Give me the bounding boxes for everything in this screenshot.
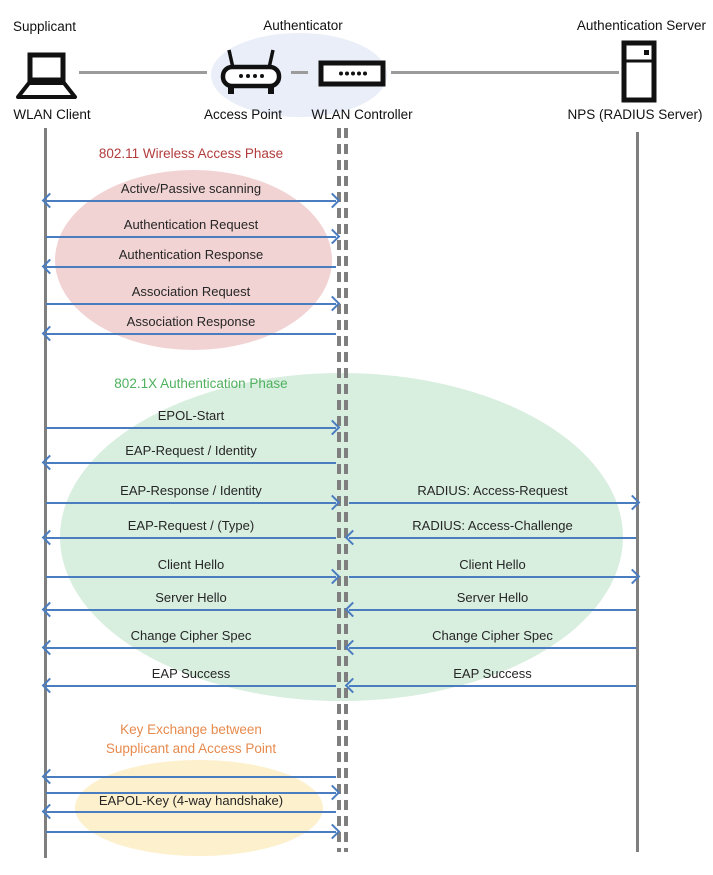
- arrow-eapol-key-1-left: [46, 776, 336, 778]
- access-point-label: Access Point: [203, 107, 283, 122]
- message-label-assoc-response: Association Response: [126, 314, 256, 329]
- message-label-radius-access-request: RADIUS: Access-Request: [417, 483, 568, 498]
- message-label-scanning: Active/Passive scanning: [120, 181, 262, 196]
- arrow-radius-access-request-right: [349, 502, 636, 504]
- message-label-eap-request-type: EAP-Request / (Type): [127, 518, 255, 533]
- wireless-access-phase-title: 802.11 Wireless Access Phase: [98, 146, 284, 161]
- message-label-radius-access-challenge: RADIUS: Access-Challenge: [412, 518, 573, 533]
- wlan-controller-label: WLAN Controller: [311, 107, 413, 122]
- supplicant-role-label: Supplicant: [13, 19, 77, 34]
- message-label-change-cipher-right: Change Cipher Spec: [432, 628, 553, 643]
- message-label-change-cipher-left: Change Cipher Spec: [130, 628, 252, 643]
- message-label-eap-response-identity: EAP-Response / Identity: [120, 483, 262, 498]
- arrow-client-hello-left-col-right: [46, 576, 336, 578]
- wlan-controller-icon: [318, 60, 386, 87]
- arrow-eap-success-left-col-left: [46, 685, 336, 687]
- arrow-auth-response-left: [46, 266, 336, 268]
- arrow-assoc-request-right: [46, 303, 336, 305]
- authenticator-lifeline-right: [344, 128, 348, 852]
- authentication-phase-title: 802.1X Authentication Phase: [114, 376, 288, 391]
- arrow-eap-success-right-col-left: [349, 685, 636, 687]
- message-label-eap-success-right: EAP Success: [453, 666, 532, 681]
- message-label-eap-success-left: EAP Success: [151, 666, 231, 681]
- arrow-eapol-key-4-right: [46, 831, 336, 833]
- arrow-assoc-response-left: [46, 333, 336, 335]
- message-label-auth-response: Authentication Response: [118, 247, 264, 262]
- arrow-radius-access-challenge-left: [349, 537, 636, 539]
- arrow-eap-response-identity-right: [46, 502, 336, 504]
- wlan-client-label: WLAN Client: [13, 107, 91, 122]
- server-icon: [621, 40, 657, 103]
- connector-controller-server: [391, 71, 619, 74]
- message-label-client-hello-left: Client Hello: [157, 557, 225, 572]
- arrow-auth-request-right: [46, 236, 336, 238]
- arrow-eap-request-type-left: [46, 537, 336, 539]
- message-label-epol-start: EPOL-Start: [157, 408, 225, 423]
- nps-radius-server-label: NPS (RADIUS Server): [567, 107, 703, 122]
- arrow-eapol-key-3-left: [46, 811, 336, 813]
- message-label-server-hello-right: Server Hello: [456, 590, 529, 605]
- auth-server-lifeline: [636, 132, 639, 852]
- arrow-epol-start-right: [46, 427, 336, 429]
- key-exchange-title-line1: Key Exchange between: [120, 722, 262, 737]
- message-label-eapol-key: EAPOL-Key (4-way handshake): [98, 793, 284, 808]
- access-point-icon: [218, 46, 284, 98]
- authentication-server-role-label: Authentication Server: [576, 18, 706, 33]
- arrow-change-cipher-right-col-left: [349, 647, 636, 649]
- message-label-assoc-request: Association Request: [131, 284, 251, 299]
- arrow-scanning-both: [46, 200, 336, 202]
- arrow-change-cipher-left-col-left: [46, 647, 336, 649]
- authenticator-role-label: Authenticator: [263, 18, 343, 33]
- laptop-icon: [14, 52, 78, 102]
- connector-client-ap: [79, 71, 207, 74]
- connector-ap-controller: [291, 71, 308, 74]
- message-label-client-hello-right: Client Hello: [459, 557, 526, 572]
- message-label-auth-request: Authentication Request: [123, 217, 259, 232]
- message-label-eap-request-identity: EAP-Request / Identity: [125, 443, 257, 458]
- arrow-server-hello-left-col-left: [46, 609, 336, 611]
- key-exchange-title-line2: Supplicant and Access Point: [105, 741, 277, 756]
- message-label-server-hello-left: Server Hello: [155, 590, 227, 605]
- arrow-client-hello-right-col-right: [349, 576, 636, 578]
- arrow-eap-request-identity-left: [46, 462, 336, 464]
- key-exchange-phase-ellipse: [75, 760, 323, 856]
- arrow-server-hello-right-col-left: [349, 609, 636, 611]
